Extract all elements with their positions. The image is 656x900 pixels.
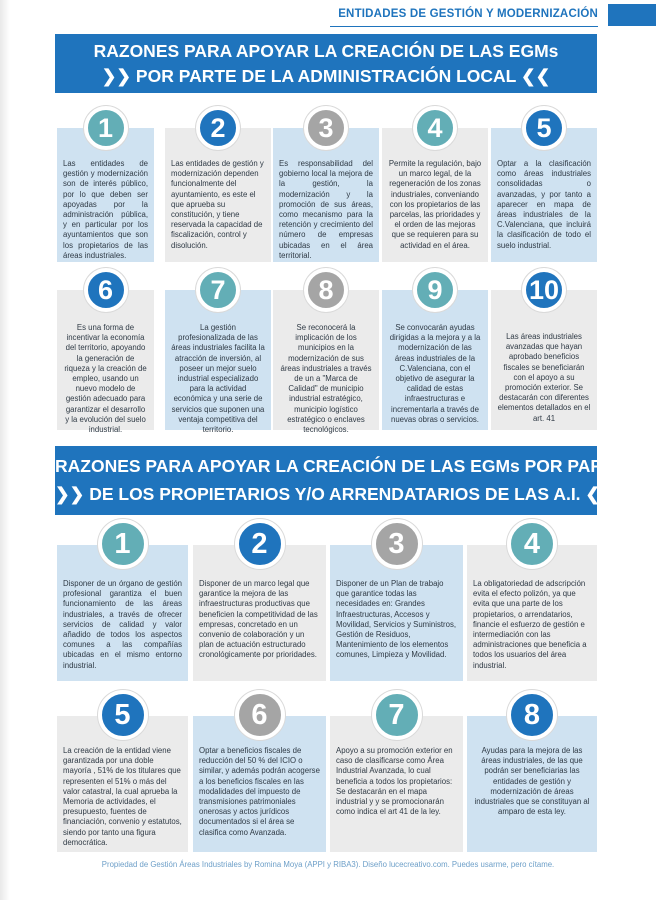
number-badge: 6 bbox=[84, 268, 128, 312]
section2-title-line1: RAZONES PARA APOYAR LA CREACIÓN DE LAS EGMs POR PARTE bbox=[55, 456, 626, 476]
section2-title-line2-row bbox=[55, 480, 615, 508]
number-badge: 7 bbox=[196, 268, 240, 312]
section1-title-line2: POR PARTE DE LA ADMINISTRACIÓN LOCAL bbox=[135, 66, 517, 86]
section2-title-line2: DE LOS PROPIETARIOS Y/O ARRENDATARIOS DE LAS A.I. bbox=[89, 484, 581, 504]
number-badge: 6 bbox=[235, 690, 285, 740]
number-badge: 2 bbox=[235, 519, 285, 569]
reason-text: Las entidades de gestión y modernización son de interés público, por lo que deben ser apoyadas por la administración pública, y en particular por los ayuntamientos que son los propietarios de las áreas industriales. bbox=[63, 159, 148, 260]
reason-card-admin-9 bbox=[382, 275, 488, 430]
reason-text: Permite la regulación, bajo un marco legal, de la regeneración de los zonas industriales, conveniando con los propietarios de las parcelas, las prioridades y el orden de las mejoras que se requieren para su actividad en el área. bbox=[388, 159, 482, 250]
reason-card-admin-7 bbox=[165, 275, 271, 435]
number-badge: 3 bbox=[372, 519, 422, 569]
chevron-right-icon: ❯❯ bbox=[101, 66, 132, 86]
reason-text: Ayudas para la mejora de las áreas industriales, de las que podrán ser beneficiarias las entidades de gestión y modernización de áreas industriales que se constituyan al amparo de esta ley. bbox=[474, 746, 590, 817]
number-badge: 2 bbox=[196, 106, 240, 150]
reason-card-owner-2 bbox=[193, 528, 326, 681]
reason-text: Optar a la clasificación como áreas industriales consolidadas o avanzadas, y por tanto a aparecer en mapa de áreas industriales de la C.Valenciana, que incluirá la clasificación de todo el suelo industrial. bbox=[497, 159, 591, 250]
header-title: ENTIDADES DE GESTIÓN Y MODERNIZACIÓN bbox=[338, 8, 598, 20]
page-header bbox=[0, 0, 656, 30]
reason-card-owner-7 bbox=[330, 699, 463, 852]
reason-text: Se reconocerá la implicación de los municipios en la modernización de sus áreas industriales a través de un a "Marca de Calidad" de municipio industrial estratégico, municipio logístico estratégico o enclaves tecnológicos. bbox=[280, 323, 372, 435]
section1-title-line1: RAZONES PARA APOYAR LA CREACIÓN DE LAS EGMs bbox=[93, 41, 559, 61]
reason-text: Disponer de un órgano de gestión profesional garantiza el buen funcionamiento de las áreas industriales, a través de ofrecer servicios de calidad y valor añadido de todos los aspectos comunes a las compañías ubicadas en el mismo entorno industrial. bbox=[63, 579, 182, 670]
number-badge: 5 bbox=[98, 690, 148, 740]
reason-text: Disponer de un Plan de trabajo que garantice todas las necesidades en: Grandes Infraestructuras, Accesos y Movilidad, Servicios y Suministros, Gestión de Residuos, Mantenimiento de los elementos comunes, Limpieza y Movilidad. bbox=[336, 579, 457, 660]
reason-card-admin-10 bbox=[491, 275, 597, 430]
number-badge: 10 bbox=[522, 268, 566, 312]
number-badge: 8 bbox=[507, 690, 557, 740]
section1-title-line2-row bbox=[55, 64, 597, 89]
chevron-left-icon: ❮❮ bbox=[520, 66, 551, 86]
reason-card-admin-1 bbox=[57, 113, 154, 262]
reason-text: Es una forma de incentivar la economía del territorio, apoyando la generación de riqueza y la creación de empleo, usando un nuevo modelo de gestión adecuado para garantizar el desarrollo y la evolución del suelo industrial. bbox=[64, 323, 147, 435]
number-badge: 4 bbox=[507, 519, 557, 569]
reason-text: La creación de la entidad viene garantizada por una doble mayoría , 51% de los titulares que representen el 51% o más del valor catastral, la cual aprueba la Memoria de actividades, el presupuesto, fuentes de financiación, convenio y estatutos, siendo por tanto una figura democrática. bbox=[63, 746, 182, 847]
reason-text: La obligatoriedad de adscripción evita el efecto polizón, ya que evita que una parte de los propietarios, o arrendatarios, financie el esfuerzo de gestión e intermediación con las administraciones que beneficia a todos los usuarios del área industrial. bbox=[473, 579, 587, 670]
page-edge bbox=[0, 0, 10, 900]
reason-text: Optar a beneficios fiscales de reducción del 50 % del ICIO o similar, y además podrán acogerse a los beneficios fiscales en las modalidades del impuesto de transmisiones patrimoniales onerosas y actos jurídicos documentados si el área se clasifica como Avanzada. bbox=[199, 746, 320, 837]
number-badge: 4 bbox=[413, 106, 457, 150]
reason-card-admin-2 bbox=[165, 113, 271, 262]
reason-card-admin-6 bbox=[57, 275, 154, 435]
reason-text: Disponer de un marco legal que garantice la mejora de las infraestructuras productivas que beneficien la competitividad de las empresas, concretado en un convenio de colaboración y un plan de actuación estructurado cronológicamente por prioridades. bbox=[199, 579, 318, 660]
reason-card-admin-5 bbox=[491, 113, 597, 262]
reason-card-admin-3 bbox=[273, 113, 379, 262]
reason-card-owner-4 bbox=[467, 528, 597, 681]
number-badge: 3 bbox=[304, 106, 348, 150]
reason-text: Se convocarán ayudas dirigidas a la mejora y a la modernización de las áreas industriales de la C.Valenciana, con el objetivo de asegurar la calidad de estas infraestructuras e incrementarla a través de nuevas obras o servicios. bbox=[389, 323, 481, 424]
section2-banner bbox=[55, 446, 626, 515]
number-badge: 8 bbox=[304, 268, 348, 312]
header-tab bbox=[608, 4, 656, 26]
number-badge: 1 bbox=[84, 106, 128, 150]
reason-card-owner-6 bbox=[193, 699, 326, 852]
chevron-left-icon: ❮❮ bbox=[585, 484, 615, 504]
reason-card-owner-3 bbox=[330, 528, 463, 681]
reason-text: Las áreas industriales avanzadas que hayan aprobado beneficios fiscales se beneficiarán con el apoyo a su promoción exterior. Se destacarán con diferentes elementos detallados en el art. 41 bbox=[497, 332, 591, 423]
reason-card-owner-5 bbox=[57, 699, 188, 852]
section1-banner bbox=[55, 34, 597, 93]
footer-credit: Propiedad de Gestión Áreas Industriales by Romina Moya (APPI y RIBA3). Diseño lucecreativo.com. Puedes usarme, pero cítame. bbox=[101, 860, 555, 869]
number-badge: 9 bbox=[413, 268, 457, 312]
reason-card-admin-8 bbox=[273, 275, 379, 435]
reason-card-admin-4 bbox=[382, 113, 488, 262]
chevron-right-icon: ❯❯ bbox=[55, 484, 85, 504]
number-badge: 1 bbox=[98, 519, 148, 569]
number-badge: 5 bbox=[522, 106, 566, 150]
reason-card-owner-1 bbox=[57, 528, 188, 681]
header-rule bbox=[330, 26, 598, 27]
number-badge: 7 bbox=[372, 690, 422, 740]
reason-card-owner-8 bbox=[467, 699, 597, 852]
reason-text: Apoyo a su promoción exterior en caso de clasificarse como Área Industrial Avanzada, lo cual beneficia a todos los propietarios: Se destacarán en el mapa industrial y y se promocionarán como indica el art 41 de la ley. bbox=[336, 746, 453, 817]
reason-text: La gestión profesionalizada de las áreas industriales facilita la atracción de inversión, al poseer un mejor suelo industrial especializado para la actividad económica y una serie de servicios que suponen una ventaja competitiva del territorio. bbox=[171, 323, 265, 435]
reason-text: Es responsabilidad del gobierno local la mejora de la gestión, la modernización y la promoción de sus áreas, como mecanismo para la retención y crecimiento del número de empresas ubicadas en el área territorial. bbox=[279, 159, 373, 260]
reason-text: Las entidades de gestión y modernización dependen funcionalmente del ayuntamiento, es este el que aprueba su constitución, y tiene reservada la capacidad de fiscalización, control y disolución. bbox=[171, 159, 264, 250]
